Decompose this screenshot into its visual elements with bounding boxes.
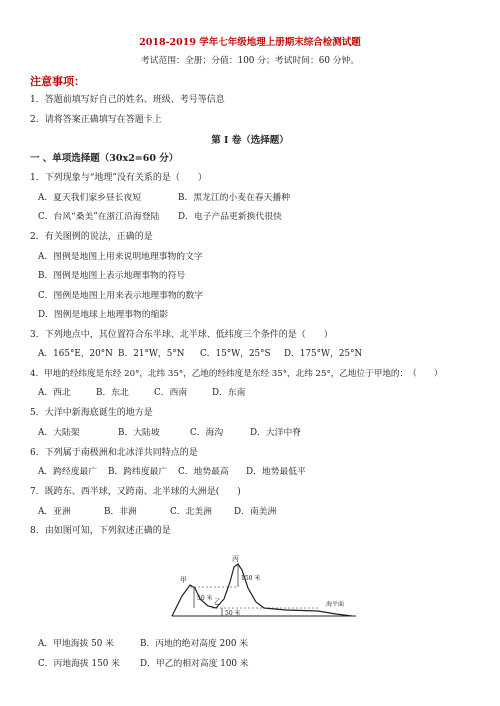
option-c: C．图例是地图上用来表示地理事物的数字 xyxy=(38,291,204,301)
option-d: D．175°W，25°N xyxy=(284,349,363,359)
option-a: A．165°E，20°N xyxy=(38,349,113,359)
option-a: A．亚洲 xyxy=(38,507,71,517)
question-stem: 5．大洋中新海底诞生的地方是 xyxy=(30,408,153,418)
exam-title: 2018-2019 学年七年级地理上册期末综合检测试题 xyxy=(139,37,361,48)
option-a: A．跨经度最广 xyxy=(38,467,98,477)
notice-title: 注意事项： xyxy=(30,75,85,88)
option-c: C．15°W，25°S xyxy=(200,349,271,359)
label-50m-yi: 50 米 xyxy=(225,610,241,617)
terrain-diagram xyxy=(168,552,360,618)
option-b: B．黑龙江的小麦在春天播种 xyxy=(178,193,291,203)
option-c: C．台风“桑美”在浙江沿海登陆 xyxy=(38,212,160,222)
option-c: C．西南 xyxy=(154,388,188,398)
question-stem: 3．下列地点中，其位置符合东半球、北半球、低纬度三个条件的是（ ） xyxy=(30,330,333,340)
option-d: D．电子产品更新换代很快 xyxy=(178,212,282,222)
question-stem: 2．有关图例的说法，正确的是 xyxy=(30,232,153,242)
question-stem: 4．甲地的经纬度是东经 20°，北纬 35°，乙地的经纬度是东经 35°，北纬 25°，乙地位于甲地的： （ ） xyxy=(30,369,443,379)
option-b: B．跨纬度最广 xyxy=(108,467,168,477)
option-c: C．海沟 xyxy=(190,428,224,438)
option-a: A．大陆架 xyxy=(38,428,80,438)
option-d: D．甲乙的相对高度 100 米 xyxy=(140,659,249,669)
option-d: D．图例是地球上地理事物的缩影 xyxy=(38,310,169,320)
label-sea-level: 海平面 xyxy=(326,601,345,608)
option-b: B．非洲 xyxy=(104,507,137,517)
option-d: D．地势最低平 xyxy=(246,467,306,477)
option-b: B．大陆坡 xyxy=(118,428,160,438)
label-50m: 50 米 xyxy=(197,595,213,602)
option-b: B．丙地的绝对高度 200 米 xyxy=(140,639,249,649)
section-title: 第 I 卷（选择题） xyxy=(211,135,289,146)
option-c: C．地势最高 xyxy=(178,467,229,477)
label-yi: 乙 xyxy=(214,598,221,606)
option-d: D．东南 xyxy=(212,388,246,398)
question-stem: 1．下列现象与“地理”没有关系的是（ ） xyxy=(30,173,207,183)
option-a: A．夏天我们家乡昼长夜短 xyxy=(38,193,142,203)
question-stem: 6．下列属于南极洲和北冰洋共同特点的是 xyxy=(30,448,198,458)
option-d: D．大洋中脊 xyxy=(250,428,302,438)
option-c: C．北美洲 xyxy=(170,507,212,517)
label-bing: 丙 xyxy=(232,555,239,563)
label-jia: 甲 xyxy=(180,576,187,584)
question-stem: 8．由如图可知，下列叙述正确的是 xyxy=(30,526,171,536)
label-150m: 150 米 xyxy=(241,575,261,582)
notice-item: 1．答题前填写好自己的姓名、班级、考号等信息 xyxy=(30,95,225,105)
option-a: A．甲地海拔 50 米 xyxy=(38,639,114,649)
option-a: A．图例是地图上用来说明地理事物的文字 xyxy=(38,252,203,262)
option-d: D．南美洲 xyxy=(234,507,277,517)
exam-info: 考试范围：全册；分值：100 分；考试时间：60 分钟。 xyxy=(140,56,360,66)
option-b: B．东北 xyxy=(96,388,129,398)
option-b: B．图例是地图上表示地理事物的符号 xyxy=(38,271,186,281)
option-c: C．丙地海拔 150 米 xyxy=(38,659,120,669)
option-b: B．21°W，5°N xyxy=(118,349,185,359)
question-stem: 7．既跨东、西半球，又跨南、北半球的大洲是( ) xyxy=(30,487,241,497)
notice-item: 2．请将答案正确填写在答题卡上 xyxy=(30,115,162,125)
option-a: A．西北 xyxy=(38,388,71,398)
part-title: 一 、单项选择题（30x2=60 分） xyxy=(30,153,179,164)
